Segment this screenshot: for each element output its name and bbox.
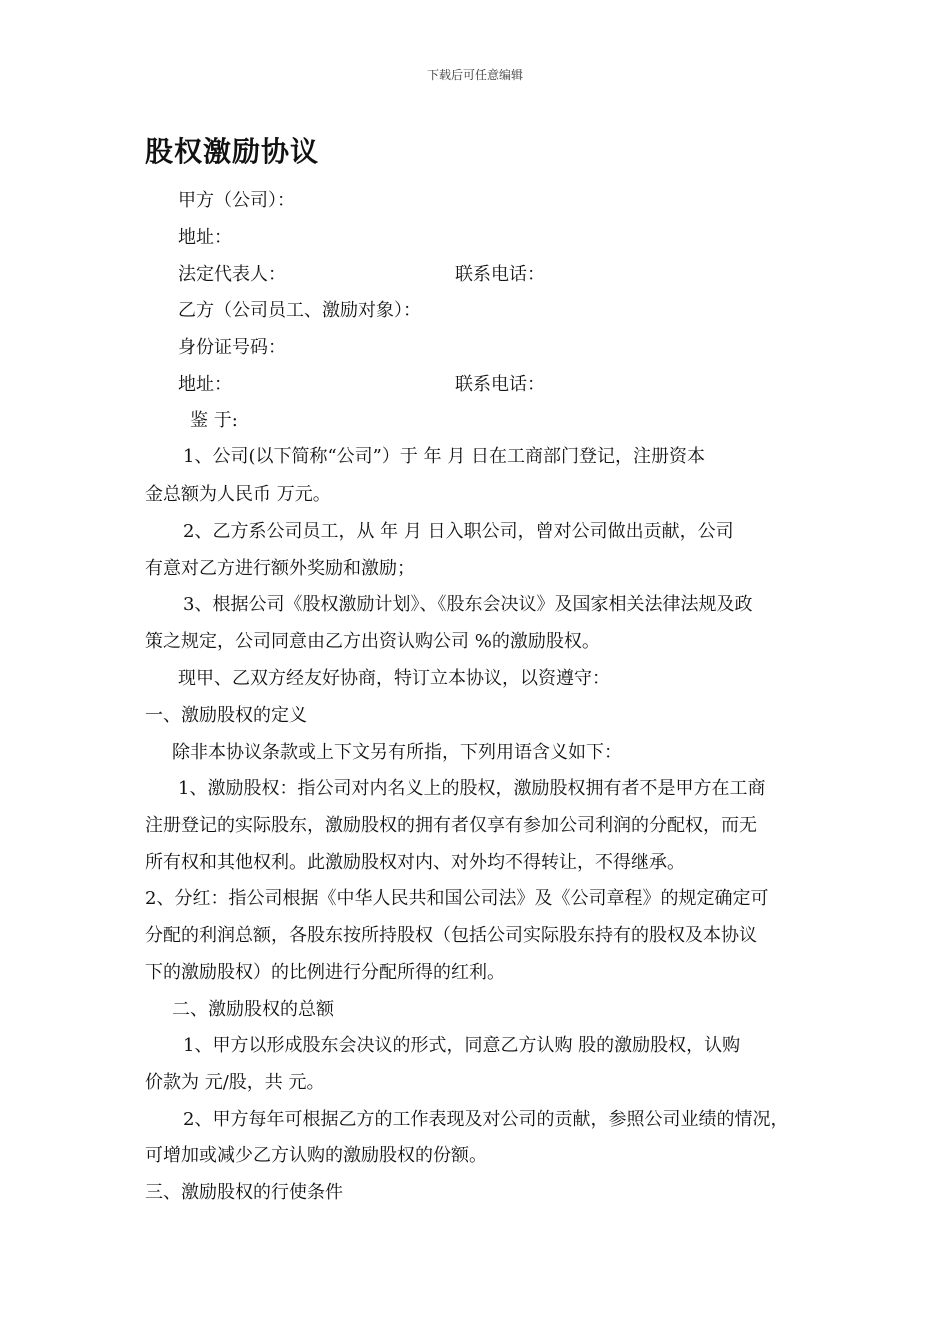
phone-b-line: 联系电话： xyxy=(455,374,545,395)
whereas-heading: 鉴 于: xyxy=(190,410,238,431)
section-1-item-2-line-2: 分配的利润总额，各股东按所持股权（包括公司实际股东持有的股权及本协议 xyxy=(145,925,757,946)
recital-1-line-2: 金总额为人民币 万元。 xyxy=(145,484,331,505)
id-number-line: 身份证号码： xyxy=(178,337,286,358)
recital-2-line-2: 有意对乙方进行额外奖励和激励； xyxy=(145,558,415,579)
section-1-item-1-line-3: 所有权和其他权利。此激励股权对内、对外均不得转让，不得继承。 xyxy=(145,852,685,873)
party-b-line: 乙方（公司员工、激励对象）： xyxy=(178,300,421,321)
section-3-title: 三、激励股权的行使条件 xyxy=(145,1182,343,1203)
document-title: 股权激励协议 xyxy=(145,135,320,168)
recital-1-line-1: 1、公司(以下简称“公司”）于 年 月 日在工商部门登记，注册资本 xyxy=(183,446,706,467)
phone-a-line: 联系电话： xyxy=(455,264,545,285)
party-a-line: 甲方（公司）： xyxy=(178,190,295,211)
recital-3-line-2: 策之规定，公司同意由乙方出资认购公司 %的激励股权。 xyxy=(145,631,600,652)
recital-3-line-1: 3、根据公司《股权激励计划》、《股东会决议》及国家相关法律法规及政 xyxy=(183,594,753,615)
section-1-item-1-line-1: 1、激励股权：指公司对内名义上的股权，激励股权拥有者不是甲方在工商 xyxy=(178,778,766,799)
address-a-line: 地址： xyxy=(178,227,232,248)
section-1-item-2-line-3: 下的激励股权）的比例进行分配所得的红利。 xyxy=(145,962,505,983)
section-2-item-2-line-2: 可增加或减少乙方认购的激励股权的份额。 xyxy=(145,1145,487,1166)
section-1-item-2-line-1: 2、分红：指公司根据《中华人民共和国公司法》及《公司章程》的规定确定可 xyxy=(145,888,769,909)
section-1-intro: 除非本协议条款或上下文另有所指，下列用语含义如下： xyxy=(172,742,622,763)
section-2-title: 二、激励股权的总额 xyxy=(172,999,334,1020)
address-b-line: 地址： xyxy=(178,374,232,395)
section-1-title: 一、激励股权的定义 xyxy=(145,705,307,726)
section-2-item-2-line-1: 2、甲方每年可根据乙方的工作表现及对公司的贡献，参照公司业绩的情况， xyxy=(183,1109,789,1130)
page-header: 下载后可任意编辑 xyxy=(426,68,523,82)
recital-2-line-1: 2、乙方系公司员工，从 年 月 日入职公司，曾对公司做出贡献，公司 xyxy=(183,521,734,542)
section-2-item-1-line-2: 价款为 元/股，共 元。 xyxy=(145,1072,325,1093)
section-1-item-1-line-2: 注册登记的实际股东，激励股权的拥有者仅享有参加公司利润的分配权，而无 xyxy=(145,815,757,836)
section-2-item-1-line-1: 1、甲方以形成股东会决议的形式，同意乙方认购 股的激励股权，认购 xyxy=(183,1035,741,1056)
agreement-intro: 现甲、乙双方经友好协商，特订立本协议，以资遵守： xyxy=(178,668,610,689)
legal-rep-line: 法定代表人： xyxy=(178,264,286,285)
